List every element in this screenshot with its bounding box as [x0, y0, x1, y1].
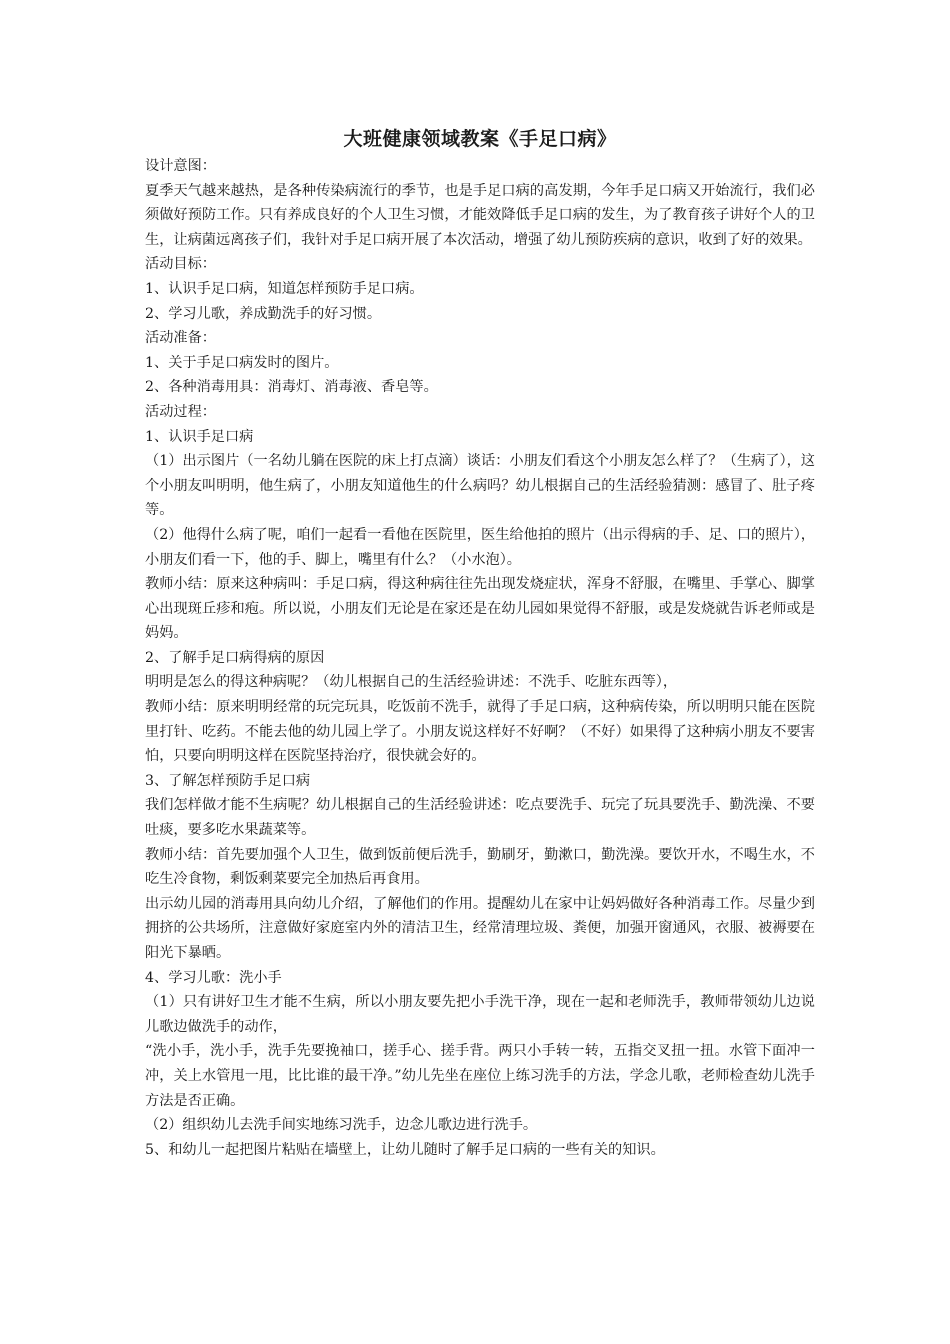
document-title: 大班健康领域教案《手足口病》	[343, 128, 617, 150]
paragraph: 教师小结：首先要加强个人卫生，做到饭前便后洗手，勤刷牙，勤漱口，勤洗澡。要饮开水，不喝生水，不吃生冷食物，剩饭剩菜要完全加热后再食用。	[145, 846, 815, 888]
paragraph: 3、了解怎样预防手足口病	[145, 772, 311, 789]
paragraph: 1、认识手足口病，知道怎样预防手足口病。	[145, 280, 424, 297]
paragraph: 1、关于手足口病发时的图片。	[145, 354, 339, 371]
paragraph: 1、认识手足口病	[145, 428, 254, 445]
paragraph: 教师小结：原来这种病叫：手足口病，得这种病往往先出现发烧症状，浑身不舒服，在嘴里、手掌心、脚掌心出现斑丘疹和疱。所以说，小朋友们无论是在家还是在幼儿园如果觉得不舒服，或是发烧就告诉老师或是妈妈。	[145, 576, 815, 642]
paragraph: 设计意图：	[145, 158, 216, 174]
paragraph: 2、各种消毒用具：消毒灯、消毒液、香皂等。	[145, 379, 438, 396]
paragraph: 活动准备：	[145, 330, 216, 347]
paragraph: 我们怎样做才能不生病呢？幼儿根据自己的生活经验讲述：吃点要洗手、玩完了玩具要洗手、勤洗澡、不要吐痰，要多吃水果蔬菜等。	[145, 797, 815, 839]
document-page	[145, 124, 815, 1162]
document-body	[145, 154, 815, 1162]
paragraph: （2）组织幼儿去洗手间实地练习洗手，边念儿歌边进行洗手。	[145, 1117, 538, 1134]
paragraph: “洗小手，洗小手，洗手先要挽袖口，搓手心、搓手背。两只小手转一转，五指交叉扭一扭。水管下面冲一冲，关上水管甩一甩，比比谁的最干净。”幼儿先坐在座位上练习洗手的方法，学念儿歌，老师检查幼儿洗手方法是否正确。	[145, 1043, 815, 1109]
paragraph: 明明是怎么的得这种病呢？（幼儿根据自己的生活经验讲述：不洗手、吃脏东西等），	[145, 674, 678, 691]
paragraph: 活动目标：	[145, 256, 216, 273]
paragraph: 出示幼儿园的消毒用具向幼儿介绍，了解他们的作用。提醒幼儿在家中让妈妈做好各种消毒工作。尽量少到拥挤的公共场所，注意做好家庭室内外的清洁卫生，经常清理垃圾、粪便，加强开窗通风，衣服、被褥要在阳光下暴晒。	[145, 895, 815, 961]
paragraph: 夏季天气越来越热，是各种传染病流行的季节，也是手足口病的高发期，今年手足口病又开始流行，我们必须做好预防工作。只有养成良好的个人卫生习惯，才能效降低手足口病的发生，为了教育孩子讲好个人的卫生，让病菌远离孩子们，我针对手足口病开展了本次活动，增强了幼儿预防疾病的意识，收到了好的效果。	[145, 182, 815, 248]
paragraph: （2）他得什么病了呢，咱们一起看一看他在医院里，医生给他拍的照片（出示得病的手、足、口的照片），小朋友们看一下，他的手、脚上，嘴里有什么？（小水泡）。	[145, 526, 815, 568]
paragraph: 教师小结：原来明明经常的玩完玩具，吃饭前不洗手，就得了手足口病，这种病传染，所以明明只能在医院里打针、吃药。不能去他的幼儿园上学了。小朋友说这样好不好啊？（不好）如果得了这种病小朋友不要害怕，只要向明明这样在医院坚持治疗，很快就会好的。	[145, 699, 815, 765]
paragraph: （1）只有讲好卫生才能不生病，所以小朋友要先把小手洗干净，现在一起和老师洗手，教师带领幼儿边说儿歌边做洗手的动作，	[145, 994, 815, 1035]
paragraph: 2、了解手足口病得病的原因	[145, 649, 325, 666]
paragraph: 2、学习儿歌，养成勤洗手的好习惯。	[145, 305, 382, 322]
paragraph: 5、和幼儿一起把图片粘贴在墙壁上，让幼儿随时了解手足口病的一些有关的知识。	[145, 1141, 665, 1158]
paragraph: 4、学习儿歌：洗小手	[145, 969, 282, 986]
paragraph: 活动过程：	[145, 403, 216, 420]
paragraph: （1）出示图片（一名幼儿躺在医院的床上打点滴）谈话：小朋友们看这个小朋友怎么样了？（生病了），这个小朋友叫明明，他生病了，小朋友知道他生的什么病吗？幼儿根据自己的生活经验猜测：感冒了、肚子疼等。	[145, 453, 815, 519]
